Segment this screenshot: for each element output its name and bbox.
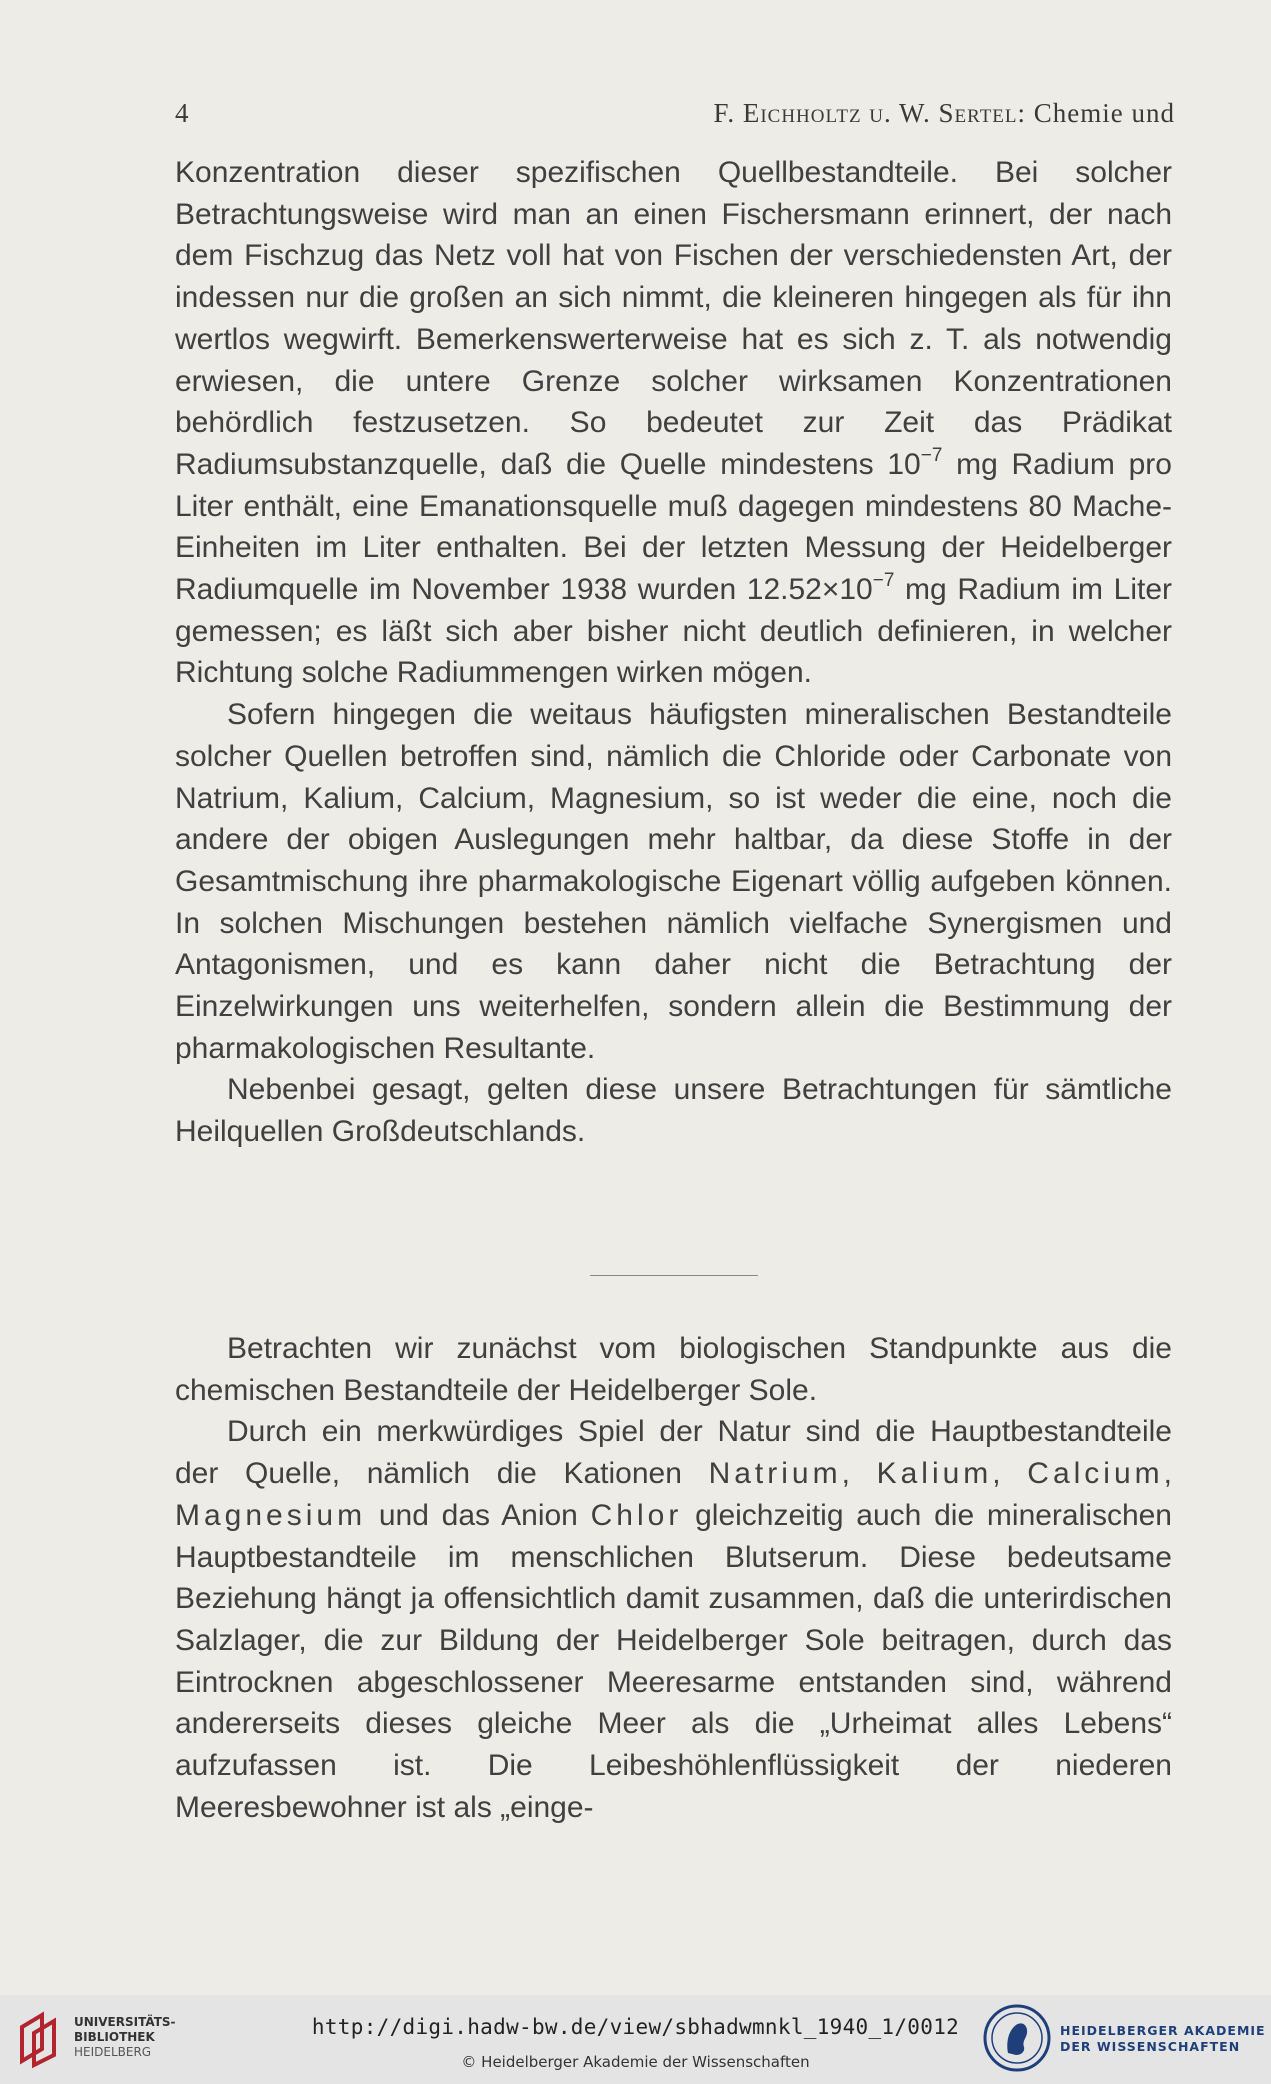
page-number: 4 xyxy=(175,98,190,128)
page-header xyxy=(175,98,1175,134)
body-section-1 xyxy=(175,152,1172,1153)
running-title xyxy=(713,98,1175,129)
academy-name-line: DER WISSENSCHAFTEN xyxy=(1060,2039,1241,2054)
spaced-term: Magnesium xyxy=(175,1498,367,1532)
viewer-footer xyxy=(0,1995,1271,2084)
spaced-term: Natrium xyxy=(708,1457,842,1491)
text-run: mg Radium im Liter gemessen; es läßt sich aber bisher nicht deutlich definieren, in welcher Richtung solche Radiummengen wirken mögen. xyxy=(175,573,1172,690)
running-title-authors: F. Eichholtz u. W. Sertel: xyxy=(713,98,1027,128)
spaced-term: Kalium xyxy=(876,1457,993,1491)
exponent: −7 xyxy=(920,444,943,466)
paragraph xyxy=(175,152,1172,694)
text-run: , xyxy=(1163,1457,1172,1491)
exponent: −7 xyxy=(872,570,895,592)
text-run: , xyxy=(992,1457,1028,1491)
text-run: , xyxy=(841,1457,877,1491)
academy-seal-icon xyxy=(982,2003,1052,2073)
spaced-term: Chlor xyxy=(590,1498,683,1532)
copyright-notice: © Heidelberger Akademie der Wissenschaften xyxy=(461,2053,810,2071)
paragraph: Betrachten wir zunächst vom biologischen Standpunkte aus die chemischen Bestandteile der Heidelberger Sole. xyxy=(175,1332,1172,1407)
paragraph: Sofern hingegen die weitaus häufigsten mineralischen Bestandteile solcher Quellen betroffen sind, nämlich die Chloride oder Carbonate von Natrium, Kalium, Calcium, Magnesium, so ist weder die eine, noch die andere der obigen Auslegungen mehr haltbar, da diese Stoffe in der Gesamtmischung ihre pharmakologische Eigenart völlig aufgeben können. In solchen Mischungen bestehen nämlich vielfache Synergismen und Antagonismen, und es kann daher nicht die Betrachtung der Einzelwirkungen uns weiterhelfen, sondern allein die Bestimmung der pharmakologischen Resultante. xyxy=(175,698,1172,1065)
text-run: und das Anion xyxy=(366,1498,591,1532)
academy-name-line: HEIDELBERGER AKADEMIE xyxy=(1060,2023,1266,2038)
running-title-rest: Chemie und xyxy=(1033,98,1175,128)
library-name-line: BIBLIOTHEK xyxy=(74,2030,155,2044)
text-run: mg Radium pro Liter enthält, eine Emanationsquelle muß dagegen mindestens 80 Mache-Einheiten im Liter enthalten. Bei der letzten Messung der Heidelberger Radiumquelle im November 1938 wurden 12.52×10 xyxy=(175,447,1172,607)
library-name-line: HEIDELBERG xyxy=(74,2045,152,2059)
permalink-url[interactable]: http://digi.hadw-bw.de/view/sbhadwmnkl_1940_1/0012 xyxy=(311,2015,960,2039)
spaced-term: Calcium xyxy=(1027,1457,1164,1491)
body-section-2 xyxy=(175,1328,1172,1828)
paragraph xyxy=(175,1411,1172,1828)
library-name-line: UNIVERSITÄTS- xyxy=(74,2015,176,2029)
section-divider xyxy=(590,1275,758,1276)
academy-name xyxy=(1060,2023,1266,2055)
paragraph: Nebenbei gesagt, gelten diese unsere Betrachtungen für sämtliche Heilquellen Großdeutschlands. xyxy=(175,1073,1172,1149)
text-run: Konzentration dieser spezifischen Quellbestandteile. Bei solcher Betrachtungsweise wird man an einen Fischersmann erinnert, der nach dem Fischzug das Netz voll hat von Fischen der verschiedensten Art, der indessen nur die großen an sich nimmt, die kleineren hingegen als für ihn wertlos wegwirft. Bemerkenswerterweise hat es sich z. T. als notwendig erwiesen, die untere Grenze solcher wirksamen Konzentrationen behördlich festzusetzen. So bedeutet zur Zeit das Prädikat Radiumsubstanzquelle, daß die Quelle mindestens 10 xyxy=(175,156,1172,481)
text-run: Durch ein merkwürdiges Spiel der Natur sind die Hauptbestandteile der Quelle, nämlich die Kationen xyxy=(175,1415,1172,1491)
text-run: gleichzeitig auch die mineralischen Hauptbestandteile im menschlichen Blutserum. Diese bedeutsame Beziehung hängt ja offensichtlich damit zusammen, daß die unterirdischen Salzlager, die zur Bildung der Heidelberger Sole beitragen, durch das Eintrocknen abgeschlossener Meeresarme entstanden sind, während andererseits dieses gleiche Meer als die „Urheimat alles Lebens“ aufzufassen ist. Die Leibeshöhlenflüssigkeit der niederen Meeresbewohner ist als „einge- xyxy=(175,1498,1172,1824)
